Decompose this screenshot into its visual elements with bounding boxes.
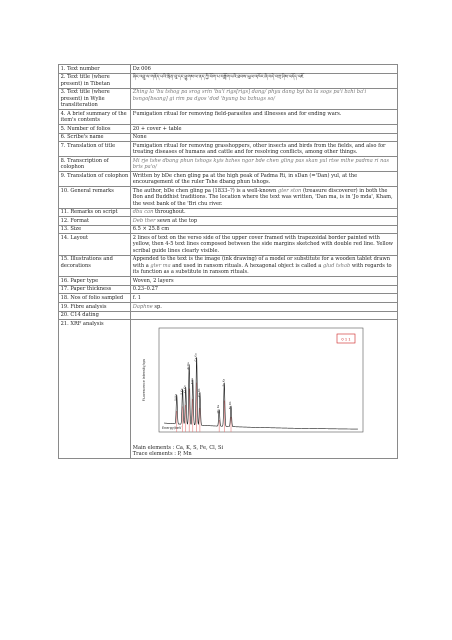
value-text: 2 lines of text on the verso side of the upper cover framed with trapezoidal border painted with yellow, then 4-5 text lines composed between the side margins sketched with double red line. Yellow scribal guide lines clearly visible. [132, 234, 394, 254]
field-value [131, 88, 398, 109]
value-text: f. 1 [132, 294, 141, 301]
field-label: 20. C14 dating [59, 311, 131, 320]
table-row [59, 294, 398, 303]
field-label: 19. Fibre analysis [59, 302, 131, 311]
field-label: 2. Text title (where present) in Tibetan [59, 73, 131, 88]
value-text: Dz 006 [132, 65, 151, 72]
xrf-spectrum-chart [137, 322, 369, 444]
table-row [59, 187, 398, 208]
field-label: 18. Nos of folio sampled [59, 294, 131, 303]
field-label: 17. Paper thickness [59, 285, 131, 294]
field-value [131, 294, 398, 303]
table-row [59, 88, 398, 109]
table-row [59, 302, 398, 311]
field-label: 10. General remarks [59, 187, 131, 208]
peak-label: Ca Ka [193, 353, 198, 362]
value-text: gter ma [150, 262, 171, 269]
table-row [59, 133, 398, 142]
table-row [59, 73, 398, 88]
field-label: 21. XRF analysis [59, 320, 131, 459]
y-axis-label: Fluorescence intensity/cps [141, 358, 146, 401]
value-text: 0.23–0.27 [132, 286, 159, 293]
field-value [131, 285, 398, 294]
field-value [131, 125, 398, 134]
table-row [59, 142, 398, 157]
field-value [131, 277, 398, 286]
main-elements: Main elements : Ca, K, S, Fe, Cl, Si [132, 444, 224, 451]
value-text: Written by bDe chen gling pa at the high peak of Padma Ri, in sDan (='Dan) yul, at the encouragement of the ruler Tshe dbang phun tshogs. [132, 172, 358, 186]
value-text: Deb ther [132, 217, 156, 224]
field-label: 13. Size [59, 225, 131, 234]
field-value [131, 225, 398, 234]
catalogue-table [58, 64, 398, 459]
table-row [59, 320, 398, 459]
field-label: 7. Translation of title [59, 142, 131, 157]
field-value [131, 208, 398, 217]
field-label: 11. Remarks on script [59, 208, 131, 217]
table-row [59, 208, 398, 217]
field-label: 15. Illustrations and decorations [59, 255, 131, 276]
value-text: 6.5 × 25.8 cm [132, 226, 170, 233]
table-row [59, 311, 398, 320]
peak-label: Ar Ka [185, 361, 190, 370]
field-label: 5. Number of folios [59, 125, 131, 134]
peak-label: Cl Ka [182, 385, 187, 393]
field-value [131, 73, 398, 88]
field-label: 4. A brief summary of the item's contents [59, 110, 131, 125]
field-value [131, 133, 398, 142]
peak-label: S Ka [179, 388, 184, 395]
peak-label: Fe Kb [227, 401, 232, 409]
value-text: Zhing la 'bu tshog pa srog srin 'bu'i rigs[rigs] dang/ phyu dang byi ba la sogs pa'i bzhi ba'i bsngo[bsang] gi rim pa dgos 'dod 'byung ba bzhugs so/ [132, 89, 367, 102]
value-text: Mi rje tshe dbang phun tshogs kyis bzhes ngor bde chen gling pas skan yul rtse mthe padma ri nas bris pa'o/ [132, 157, 390, 171]
value-text: with regards to its function as a substitute in ransom rituals. [132, 262, 392, 276]
value-text: The author, bDe chen gling pa (1833–?) is a well-known [132, 187, 278, 194]
table-row [59, 110, 398, 125]
field-label: 14. Layout [59, 234, 131, 255]
value-text: Daphne [132, 303, 153, 310]
field-value [131, 172, 398, 187]
field-label: 16. Paper type [59, 277, 131, 286]
table-row [59, 65, 398, 74]
field-label: 8. Transcription of colophon [59, 157, 131, 172]
field-label: 6. Scribe's name [59, 133, 131, 142]
table-row [59, 157, 398, 172]
value-text: (treasure discoverer) in both the Bon and Buddhist traditions. The location where the text was written, 'Dan ma, is in 'Jo mda', Kham, the west bank of the 'Bri chu river. [132, 187, 393, 207]
field-value [131, 255, 398, 276]
value-text: and used in ransom rituals. A hexagonal object is called a [170, 262, 323, 269]
value-text: Fumigation ritual for removing field-parasites and illnesses and for ending wars. [132, 110, 342, 117]
value-text: Fumigation ritual for removing grasshoppers, other insects and birds from the fields, and also for treating diseases of humans and cattle and for resolving conflicts, among other things. [132, 142, 386, 156]
peak-label: Ca Kb [196, 388, 201, 397]
value-text: 20 + cover + table [132, 125, 182, 132]
field-value [131, 302, 398, 311]
table-row [59, 255, 398, 276]
xrf-results [133, 445, 396, 458]
value-text: sp. [152, 303, 162, 310]
table-row [59, 172, 398, 187]
field-label: 3. Text title (where present) in Wylie transliteration [59, 88, 131, 109]
field-value [131, 234, 398, 255]
field-value [131, 65, 398, 74]
field-label: 9. Translation of colophon [59, 172, 131, 187]
x-axis-label: Energy/keV [161, 425, 182, 430]
table-row [59, 225, 398, 234]
legend-label: 0 1 1 [341, 337, 351, 342]
field-value [131, 217, 398, 226]
peak-label: Fe Ka [221, 378, 226, 387]
value-text: Woven, 2 layers [132, 277, 174, 284]
value-text: None [132, 134, 147, 141]
table-row [59, 234, 398, 255]
field-value [131, 311, 398, 320]
value-text: gter ston [277, 187, 302, 194]
table-row [59, 285, 398, 294]
value-text: sewn at the top [155, 217, 198, 224]
table-row [59, 217, 398, 226]
value-text: dbu can [132, 209, 154, 216]
field-label: 1. Text number [59, 65, 131, 74]
field-value [131, 142, 398, 157]
field-value [131, 110, 398, 125]
field-value [131, 187, 398, 208]
peak-label: Si Ka [173, 393, 178, 401]
value-text: ཞིང་འབྲུ་ལ་གནོད་པའི་སྲིན་བུ་དང་ཕྱུགས་ལ་ནད་ཀྱི་ཕོག་པ་བཟློག་པའི་ཐབས་ཡུལ་འཁོར་ཞི་བདེ་བཀྲ་ཤིས་འདོད་འཇོ [132, 75, 304, 81]
peak-label: K Ka [189, 377, 194, 384]
table-row [59, 277, 398, 286]
peak-label: Mn Ka [215, 404, 220, 414]
value-text: Appended to the text is the image (ink drawing) of a model or substitute for a wooden tablet drawn with a [132, 256, 390, 269]
field-value [131, 320, 398, 459]
value-text: throughout. [153, 209, 186, 216]
field-value [131, 157, 398, 172]
field-label: 12. Format [59, 217, 131, 226]
value-text: glud tshab [322, 262, 351, 269]
trace-elements: Trace elements : P, Mn [132, 451, 192, 458]
table-row [59, 125, 398, 134]
